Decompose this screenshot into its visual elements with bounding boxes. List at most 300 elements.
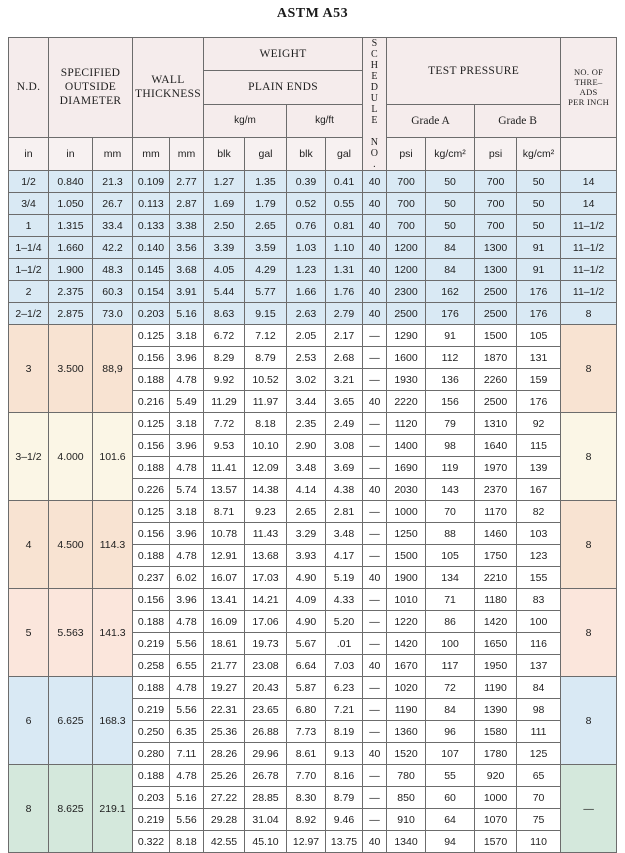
cell-wall-mm: 5.56 bbox=[170, 633, 204, 655]
cell-schedule: — bbox=[363, 611, 387, 633]
cell-wall-in: 0.156 bbox=[133, 435, 170, 457]
cell-wall-in: 0.226 bbox=[133, 479, 170, 501]
cell-grade-a-kgcm2: 72 bbox=[426, 677, 475, 699]
cell-nominal-diameter: 1/2 bbox=[9, 171, 49, 193]
cell-grade-a-psi: 1400 bbox=[387, 435, 426, 457]
cell-grade-a-kgcm2: 105 bbox=[426, 545, 475, 567]
cell-grade-a-psi: 1360 bbox=[387, 721, 426, 743]
cell-grade-a-kgcm2: 50 bbox=[426, 215, 475, 237]
cell-kgm-gal: 2.65 bbox=[245, 215, 287, 237]
cell-kgm-gal: 9.23 bbox=[245, 501, 287, 523]
cell-kgft-gal: 4.33 bbox=[326, 589, 363, 611]
cell-wall-in: 0.219 bbox=[133, 633, 170, 655]
cell-wall-in: 0.188 bbox=[133, 545, 170, 567]
cell-grade-a-kgcm2: 143 bbox=[426, 479, 475, 501]
cell-kgft-blk: 1.66 bbox=[287, 281, 326, 303]
cell-kgft-gal: 6.23 bbox=[326, 677, 363, 699]
cell-wall-in: 0.188 bbox=[133, 765, 170, 787]
page-title: ASTM A53 bbox=[276, 6, 349, 21]
cell-kgm-blk: 9.92 bbox=[204, 369, 245, 391]
cell-kgm-gal: 8.18 bbox=[245, 413, 287, 435]
astm-a53-table bbox=[8, 37, 617, 853]
cell-kgm-gal: 28.85 bbox=[245, 787, 287, 809]
cell-grade-a-psi: 1520 bbox=[387, 743, 426, 765]
cell-wall-in: 0.237 bbox=[133, 567, 170, 589]
cell-kgm-blk: 25.36 bbox=[204, 721, 245, 743]
cell-kgm-gal: 19.73 bbox=[245, 633, 287, 655]
cell-kgft-blk: 5.67 bbox=[287, 633, 326, 655]
schedule-char: E bbox=[371, 71, 378, 82]
cell-wall-mm: 7.11 bbox=[170, 743, 204, 765]
cell-wall-mm: 6.02 bbox=[170, 567, 204, 589]
cell-od-in: 8.625 bbox=[49, 765, 93, 853]
cell-grade-b-kgcm2: 176 bbox=[517, 281, 561, 303]
cell-od-mm: 101.6 bbox=[93, 413, 133, 501]
cell-schedule: — bbox=[363, 457, 387, 479]
cell-kgft-gal: 2.68 bbox=[326, 347, 363, 369]
header-weight: WEIGHT bbox=[204, 38, 363, 71]
header-wall-line1: WALL bbox=[151, 74, 185, 87]
cell-threads-per-inch: 8 bbox=[561, 501, 617, 589]
cell-threads-per-inch: 14 bbox=[561, 193, 617, 215]
cell-wall-mm: 4.78 bbox=[170, 545, 204, 567]
cell-kgm-blk: 28.26 bbox=[204, 743, 245, 765]
cell-kgft-gal: 0.41 bbox=[326, 171, 363, 193]
cell-grade-b-psi: 1780 bbox=[475, 743, 517, 765]
cell-kgm-gal: 10.52 bbox=[245, 369, 287, 391]
cell-kgm-blk: 11.41 bbox=[204, 457, 245, 479]
cell-schedule: — bbox=[363, 435, 387, 457]
cell-grade-b-psi: 1640 bbox=[475, 435, 517, 457]
unit-label: in bbox=[49, 137, 93, 170]
cell-grade-b-psi: 1750 bbox=[475, 545, 517, 567]
cell-wall-in: 0.219 bbox=[133, 699, 170, 721]
cell-kgm-blk: 8.29 bbox=[204, 347, 245, 369]
cell-od-in: 2.375 bbox=[49, 281, 93, 303]
table-row bbox=[9, 281, 617, 303]
cell-wall-in: 0.125 bbox=[133, 501, 170, 523]
header-nd: N.D. bbox=[9, 38, 49, 138]
cell-kgm-blk: 27.22 bbox=[204, 787, 245, 809]
cell-kgm-gal: 5.77 bbox=[245, 281, 287, 303]
cell-kgm-gal: 26.78 bbox=[245, 765, 287, 787]
cell-grade-a-psi: 1020 bbox=[387, 677, 426, 699]
cell-kgft-gal: 3.21 bbox=[326, 369, 363, 391]
cell-kgm-blk: 22.31 bbox=[204, 699, 245, 721]
cell-grade-a-kgcm2: 84 bbox=[426, 699, 475, 721]
cell-wall-in: 0.280 bbox=[133, 743, 170, 765]
cell-od-mm: 168.3 bbox=[93, 677, 133, 765]
cell-wall-in: 0.133 bbox=[133, 215, 170, 237]
cell-wall-in: 0.156 bbox=[133, 589, 170, 611]
cell-kgft-blk: 0.52 bbox=[287, 193, 326, 215]
cell-schedule: 40 bbox=[363, 237, 387, 259]
cell-kgft-blk: 4.90 bbox=[287, 567, 326, 589]
cell-nominal-diameter: 3/4 bbox=[9, 193, 49, 215]
cell-schedule: 40 bbox=[363, 479, 387, 501]
cell-wall-mm: 3.56 bbox=[170, 237, 204, 259]
cell-kgm-blk: 5.44 bbox=[204, 281, 245, 303]
cell-kgft-blk: 0.76 bbox=[287, 215, 326, 237]
cell-od-in: 1.050 bbox=[49, 193, 93, 215]
cell-schedule: — bbox=[363, 721, 387, 743]
unit-label: mm bbox=[133, 137, 170, 170]
cell-od-mm: 219.1 bbox=[93, 765, 133, 853]
cell-kgft-blk: 8.61 bbox=[287, 743, 326, 765]
cell-nominal-diameter: 2–1/2 bbox=[9, 303, 49, 325]
table-row bbox=[9, 171, 617, 193]
cell-schedule: 40 bbox=[363, 171, 387, 193]
cell-wall-mm: 3.96 bbox=[170, 589, 204, 611]
cell-od-in: 4.000 bbox=[49, 413, 93, 501]
cell-kgft-blk: 0.39 bbox=[287, 171, 326, 193]
cell-nominal-diameter: 8 bbox=[9, 765, 49, 853]
cell-kgm-blk: 12.91 bbox=[204, 545, 245, 567]
cell-grade-a-psi: 1420 bbox=[387, 633, 426, 655]
cell-kgm-gal: 14.21 bbox=[245, 589, 287, 611]
header-wall-line2: THICKNESS bbox=[135, 88, 201, 101]
cell-grade-b-psi: 920 bbox=[475, 765, 517, 787]
cell-wall-mm: 3.68 bbox=[170, 259, 204, 281]
header-threads-per-inch bbox=[561, 38, 617, 138]
schedule-char: E bbox=[371, 115, 378, 126]
cell-kgft-gal: 2.17 bbox=[326, 325, 363, 347]
cell-wall-in: 0.216 bbox=[133, 391, 170, 413]
table-row bbox=[9, 303, 617, 325]
table-row bbox=[9, 677, 617, 699]
cell-grade-a-kgcm2: 112 bbox=[426, 347, 475, 369]
cell-grade-b-kgcm2: 75 bbox=[517, 809, 561, 831]
cell-grade-b-kgcm2: 110 bbox=[517, 831, 561, 853]
unit-label: mm bbox=[170, 137, 204, 170]
unit-label: blk bbox=[204, 137, 245, 170]
cell-grade-b-kgcm2: 84 bbox=[517, 677, 561, 699]
header-test-pressure: TEST PRESSURE bbox=[387, 38, 561, 105]
cell-wall-mm: 5.56 bbox=[170, 699, 204, 721]
cell-kgm-gal: 7.12 bbox=[245, 325, 287, 347]
cell-grade-a-kgcm2: 71 bbox=[426, 589, 475, 611]
cell-kgft-gal: 0.55 bbox=[326, 193, 363, 215]
cell-grade-a-kgcm2: 50 bbox=[426, 193, 475, 215]
cell-kgft-gal: 2.79 bbox=[326, 303, 363, 325]
cell-wall-in: 0.125 bbox=[133, 413, 170, 435]
cell-kgft-blk: 7.73 bbox=[287, 721, 326, 743]
cell-kgft-gal: 1.10 bbox=[326, 237, 363, 259]
cell-schedule: — bbox=[363, 501, 387, 523]
cell-nominal-diameter: 2 bbox=[9, 281, 49, 303]
cell-od-mm: 48.3 bbox=[93, 259, 133, 281]
cell-schedule: 40 bbox=[363, 303, 387, 325]
cell-kgm-gal: 9.15 bbox=[245, 303, 287, 325]
cell-wall-mm: 3.18 bbox=[170, 325, 204, 347]
cell-kgft-blk: 3.02 bbox=[287, 369, 326, 391]
cell-kgm-blk: 21.77 bbox=[204, 655, 245, 677]
cell-grade-b-kgcm2: 111 bbox=[517, 721, 561, 743]
cell-grade-b-kgcm2: 123 bbox=[517, 545, 561, 567]
cell-grade-b-psi: 1870 bbox=[475, 347, 517, 369]
cell-kgft-blk: 3.44 bbox=[287, 391, 326, 413]
cell-kgft-blk: 5.87 bbox=[287, 677, 326, 699]
cell-grade-b-kgcm2: 105 bbox=[517, 325, 561, 347]
cell-grade-a-kgcm2: 84 bbox=[426, 237, 475, 259]
cell-grade-b-kgcm2: 92 bbox=[517, 413, 561, 435]
cell-grade-a-psi: 850 bbox=[387, 787, 426, 809]
cell-grade-a-kgcm2: 91 bbox=[426, 325, 475, 347]
cell-grade-a-psi: 1690 bbox=[387, 457, 426, 479]
cell-wall-mm: 2.87 bbox=[170, 193, 204, 215]
cell-grade-b-kgcm2: 103 bbox=[517, 523, 561, 545]
cell-threads-per-inch: 8 bbox=[561, 303, 617, 325]
cell-wall-mm: 8.18 bbox=[170, 831, 204, 853]
cell-wall-mm: 2.77 bbox=[170, 171, 204, 193]
cell-grade-a-psi: 700 bbox=[387, 171, 426, 193]
cell-nominal-diameter: 3 bbox=[9, 325, 49, 413]
cell-kgm-blk: 2.50 bbox=[204, 215, 245, 237]
cell-grade-b-psi: 1460 bbox=[475, 523, 517, 545]
cell-kgm-blk: 13.41 bbox=[204, 589, 245, 611]
cell-wall-in: 0.156 bbox=[133, 523, 170, 545]
cell-schedule: — bbox=[363, 589, 387, 611]
cell-grade-b-kgcm2: 176 bbox=[517, 303, 561, 325]
cell-kgm-gal: 11.43 bbox=[245, 523, 287, 545]
cell-kgm-gal: 23.08 bbox=[245, 655, 287, 677]
schedule-char bbox=[373, 126, 376, 137]
cell-kgft-gal: 3.69 bbox=[326, 457, 363, 479]
cell-threads-per-inch: 8 bbox=[561, 589, 617, 677]
cell-wall-in: 0.250 bbox=[133, 721, 170, 743]
cell-grade-b-psi: 1000 bbox=[475, 787, 517, 809]
cell-grade-a-psi: 780 bbox=[387, 765, 426, 787]
cell-wall-mm: 6.55 bbox=[170, 655, 204, 677]
cell-kgft-blk: 2.05 bbox=[287, 325, 326, 347]
cell-kgft-blk: 2.90 bbox=[287, 435, 326, 457]
cell-grade-b-kgcm2: 50 bbox=[517, 193, 561, 215]
cell-grade-a-kgcm2: 88 bbox=[426, 523, 475, 545]
cell-wall-mm: 6.35 bbox=[170, 721, 204, 743]
header-grade-a: Grade A bbox=[387, 104, 475, 137]
table-row bbox=[9, 237, 617, 259]
cell-grade-a-psi: 1290 bbox=[387, 325, 426, 347]
cell-kgft-blk: 1.03 bbox=[287, 237, 326, 259]
cell-nominal-diameter: 1 bbox=[9, 215, 49, 237]
cell-schedule: — bbox=[363, 523, 387, 545]
cell-threads-per-inch: 11–1/2 bbox=[561, 215, 617, 237]
cell-grade-b-psi: 2260 bbox=[475, 369, 517, 391]
cell-wall-in: 0.219 bbox=[133, 809, 170, 831]
schedule-char: S bbox=[371, 38, 378, 49]
header-threads-line3: ADS bbox=[579, 87, 598, 98]
cell-grade-a-psi: 1200 bbox=[387, 259, 426, 281]
cell-wall-in: 0.140 bbox=[133, 237, 170, 259]
cell-kgm-blk: 9.53 bbox=[204, 435, 245, 457]
cell-grade-b-kgcm2: 116 bbox=[517, 633, 561, 655]
cell-kgft-gal: 4.38 bbox=[326, 479, 363, 501]
cell-grade-b-psi: 1570 bbox=[475, 831, 517, 853]
cell-od-mm: 141.3 bbox=[93, 589, 133, 677]
cell-kgft-gal: 1.31 bbox=[326, 259, 363, 281]
cell-od-in: 4.500 bbox=[49, 501, 93, 589]
cell-kgft-blk: 3.93 bbox=[287, 545, 326, 567]
cell-od-mm: 42.2 bbox=[93, 237, 133, 259]
cell-grade-b-psi: 1310 bbox=[475, 413, 517, 435]
cell-wall-mm: 5.49 bbox=[170, 391, 204, 413]
cell-grade-a-psi: 1930 bbox=[387, 369, 426, 391]
cell-grade-b-kgcm2: 159 bbox=[517, 369, 561, 391]
cell-wall-mm: 3.96 bbox=[170, 523, 204, 545]
schedule-char: C bbox=[371, 49, 379, 60]
cell-grade-a-kgcm2: 94 bbox=[426, 831, 475, 853]
cell-schedule: — bbox=[363, 809, 387, 831]
cell-grade-a-psi: 1500 bbox=[387, 545, 426, 567]
cell-grade-b-psi: 2500 bbox=[475, 391, 517, 413]
cell-grade-a-psi: 2030 bbox=[387, 479, 426, 501]
table-row bbox=[9, 193, 617, 215]
cell-wall-mm: 4.78 bbox=[170, 457, 204, 479]
cell-wall-mm: 4.78 bbox=[170, 369, 204, 391]
header-plain-ends: PLAIN ENDS bbox=[204, 71, 363, 104]
cell-wall-mm: 5.16 bbox=[170, 303, 204, 325]
cell-kgft-blk: 6.80 bbox=[287, 699, 326, 721]
cell-kgft-gal: 1.76 bbox=[326, 281, 363, 303]
cell-schedule: — bbox=[363, 347, 387, 369]
cell-wall-mm: 5.74 bbox=[170, 479, 204, 501]
cell-wall-in: 0.203 bbox=[133, 303, 170, 325]
cell-grade-a-psi: 700 bbox=[387, 215, 426, 237]
cell-wall-in: 0.154 bbox=[133, 281, 170, 303]
cell-schedule: — bbox=[363, 545, 387, 567]
cell-grade-b-kgcm2: 91 bbox=[517, 237, 561, 259]
schedule-char: . bbox=[373, 159, 376, 170]
header-od-line3: DIAMETER bbox=[59, 95, 122, 108]
cell-grade-a-kgcm2: 96 bbox=[426, 721, 475, 743]
cell-od-in: 2.875 bbox=[49, 303, 93, 325]
cell-grade-b-kgcm2: 125 bbox=[517, 743, 561, 765]
cell-kgft-blk: 1.23 bbox=[287, 259, 326, 281]
cell-kgft-blk: 4.09 bbox=[287, 589, 326, 611]
cell-kgm-gal: 45.10 bbox=[245, 831, 287, 853]
cell-kgm-blk: 16.09 bbox=[204, 611, 245, 633]
cell-kgft-gal: 3.65 bbox=[326, 391, 363, 413]
cell-grade-b-psi: 1070 bbox=[475, 809, 517, 831]
cell-kgm-blk: 29.28 bbox=[204, 809, 245, 831]
cell-threads-per-inch: 11–1/2 bbox=[561, 237, 617, 259]
cell-grade-b-kgcm2: 98 bbox=[517, 699, 561, 721]
cell-grade-a-psi: 700 bbox=[387, 193, 426, 215]
cell-wall-in: 0.188 bbox=[133, 677, 170, 699]
cell-kgm-blk: 1.27 bbox=[204, 171, 245, 193]
cell-nominal-diameter: 1–1/4 bbox=[9, 237, 49, 259]
schedule-char: H bbox=[370, 60, 379, 71]
cell-grade-b-psi: 1300 bbox=[475, 259, 517, 281]
cell-grade-b-psi: 700 bbox=[475, 193, 517, 215]
unit-label: gal bbox=[245, 137, 287, 170]
cell-od-mm: 21.3 bbox=[93, 171, 133, 193]
cell-grade-a-kgcm2: 119 bbox=[426, 457, 475, 479]
cell-kgft-gal: 7.03 bbox=[326, 655, 363, 677]
cell-kgm-gal: 12.09 bbox=[245, 457, 287, 479]
cell-grade-b-psi: 1970 bbox=[475, 457, 517, 479]
cell-kgm-blk: 11.29 bbox=[204, 391, 245, 413]
cell-grade-a-psi: 1670 bbox=[387, 655, 426, 677]
cell-grade-b-kgcm2: 131 bbox=[517, 347, 561, 369]
table-row bbox=[9, 765, 617, 787]
cell-wall-in: 0.109 bbox=[133, 171, 170, 193]
cell-kgm-blk: 8.71 bbox=[204, 501, 245, 523]
cell-schedule: — bbox=[363, 699, 387, 721]
cell-nominal-diameter: 5 bbox=[9, 589, 49, 677]
cell-grade-b-psi: 1300 bbox=[475, 237, 517, 259]
cell-od-mm: 60.3 bbox=[93, 281, 133, 303]
cell-wall-mm: 3.91 bbox=[170, 281, 204, 303]
cell-kgft-gal: 9.13 bbox=[326, 743, 363, 765]
cell-schedule: — bbox=[363, 369, 387, 391]
cell-wall-in: 0.188 bbox=[133, 457, 170, 479]
cell-kgm-gal: 8.79 bbox=[245, 347, 287, 369]
cell-grade-a-psi: 1250 bbox=[387, 523, 426, 545]
schedule-char: D bbox=[370, 82, 379, 93]
cell-schedule: — bbox=[363, 325, 387, 347]
schedule-char: L bbox=[371, 104, 378, 115]
cell-grade-a-psi: 1120 bbox=[387, 413, 426, 435]
cell-grade-b-psi: 2370 bbox=[475, 479, 517, 501]
cell-kgft-blk: 8.30 bbox=[287, 787, 326, 809]
cell-schedule: 40 bbox=[363, 281, 387, 303]
cell-nominal-diameter: 1–1/2 bbox=[9, 259, 49, 281]
cell-kgft-gal: 3.48 bbox=[326, 523, 363, 545]
cell-wall-in: 0.125 bbox=[133, 325, 170, 347]
table-row bbox=[9, 501, 617, 523]
cell-wall-mm: 3.18 bbox=[170, 501, 204, 523]
cell-nominal-diameter: 3–1/2 bbox=[9, 413, 49, 501]
cell-kgft-blk: 4.90 bbox=[287, 611, 326, 633]
unit-label bbox=[561, 137, 617, 170]
header-threads-line2: THRE– bbox=[574, 77, 603, 88]
cell-grade-a-kgcm2: 84 bbox=[426, 259, 475, 281]
cell-kgft-blk: 6.64 bbox=[287, 655, 326, 677]
cell-wall-mm: 3.18 bbox=[170, 413, 204, 435]
cell-kgft-gal: 8.16 bbox=[326, 765, 363, 787]
cell-schedule: 40 bbox=[363, 831, 387, 853]
header-wall-thickness bbox=[133, 38, 204, 138]
cell-wall-mm: 5.56 bbox=[170, 809, 204, 831]
cell-grade-a-kgcm2: 55 bbox=[426, 765, 475, 787]
cell-grade-a-kgcm2: 162 bbox=[426, 281, 475, 303]
unit-label: kg/cm² bbox=[517, 137, 561, 170]
cell-grade-a-kgcm2: 176 bbox=[426, 303, 475, 325]
cell-wall-in: 0.113 bbox=[133, 193, 170, 215]
cell-kgft-gal: 5.19 bbox=[326, 567, 363, 589]
cell-grade-b-psi: 1390 bbox=[475, 699, 517, 721]
cell-threads-per-inch: 8 bbox=[561, 325, 617, 413]
cell-grade-a-kgcm2: 70 bbox=[426, 501, 475, 523]
cell-od-mm: 114.3 bbox=[93, 501, 133, 589]
cell-kgft-gal: 4.17 bbox=[326, 545, 363, 567]
unit-label: psi bbox=[387, 137, 426, 170]
cell-kgm-blk: 10.78 bbox=[204, 523, 245, 545]
cell-kgm-gal: 3.59 bbox=[245, 237, 287, 259]
cell-kgft-gal: .01 bbox=[326, 633, 363, 655]
cell-kgft-blk: 2.63 bbox=[287, 303, 326, 325]
cell-threads-per-inch: 11–1/2 bbox=[561, 281, 617, 303]
table-row bbox=[9, 215, 617, 237]
cell-grade-a-kgcm2: 100 bbox=[426, 633, 475, 655]
cell-grade-b-kgcm2: 139 bbox=[517, 457, 561, 479]
cell-kgft-blk: 12.97 bbox=[287, 831, 326, 853]
cell-kgft-blk: 2.65 bbox=[287, 501, 326, 523]
cell-kgm-blk: 18.61 bbox=[204, 633, 245, 655]
cell-grade-b-psi: 1190 bbox=[475, 677, 517, 699]
table-row bbox=[9, 325, 617, 347]
